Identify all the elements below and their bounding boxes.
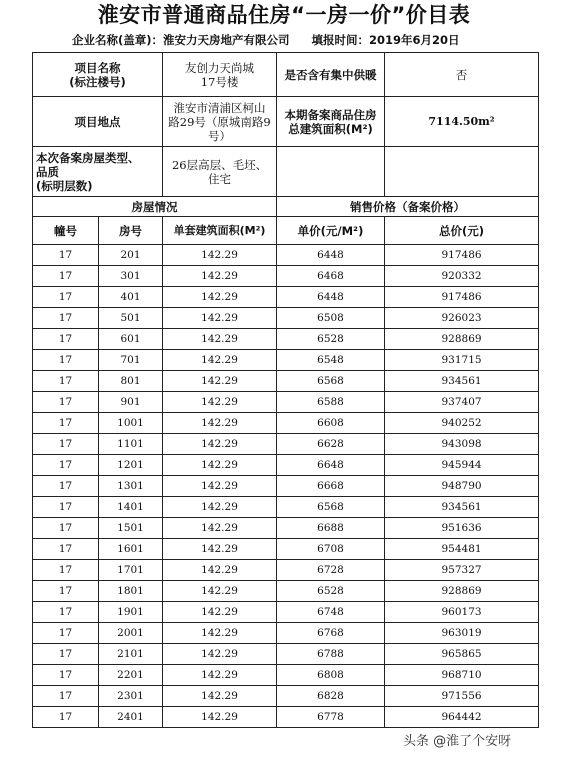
unit-price-cell: 6528 [277, 581, 385, 602]
unit-area-cell: 142.29 [163, 665, 277, 686]
building-number-cell: 17 [33, 539, 99, 560]
unit-area-cell: 142.29 [163, 581, 277, 602]
room-number-cell: 1401 [99, 497, 163, 518]
room-number-cell: 901 [99, 392, 163, 413]
fill-date: 填报时间：2019年6月20日 [311, 33, 460, 47]
total-price-cell: 960173 [385, 602, 539, 623]
total-price-cell: 934561 [385, 497, 539, 518]
table-row [33, 245, 539, 266]
unit-price-cell: 6648 [277, 455, 385, 476]
total-price-cell: 971556 [385, 686, 539, 707]
building-number-cell: 17 [33, 560, 99, 581]
room-number-cell: 801 [99, 371, 163, 392]
unit-price-cell: 6568 [277, 497, 385, 518]
unit-area-cell: 142.29 [163, 308, 277, 329]
unit-price-cell: 6448 [277, 287, 385, 308]
room-number-cell: 401 [99, 287, 163, 308]
house-type-label: 本次备案房屋类型、 品质 (标明层数) [33, 147, 163, 197]
company-name: 企业名称(盖章)：淮安力天房地产有限公司 [72, 33, 290, 47]
total-price-cell: 965865 [385, 644, 539, 665]
total-price-cell: 931715 [385, 350, 539, 371]
table-row [33, 518, 539, 539]
total-area-value: 7114.50m² [385, 97, 539, 147]
table-row [33, 371, 539, 392]
empty-cell [385, 147, 539, 197]
col-header-room: 房号 [99, 217, 163, 245]
total-price-cell: 926023 [385, 308, 539, 329]
building-number-cell: 17 [33, 644, 99, 665]
house-type-value: 26层高层、毛坯、 住宅 [163, 147, 277, 197]
total-price-cell: 917486 [385, 245, 539, 266]
room-number-cell: 1801 [99, 581, 163, 602]
unit-area-cell: 142.29 [163, 245, 277, 266]
room-number-cell: 1301 [99, 476, 163, 497]
unit-area-cell: 142.29 [163, 476, 277, 497]
unit-area-cell: 142.29 [163, 707, 277, 728]
room-number-cell: 2301 [99, 686, 163, 707]
unit-area-cell: 142.29 [163, 287, 277, 308]
building-number-cell: 17 [33, 518, 99, 539]
total-price-cell: 940252 [385, 413, 539, 434]
total-price-cell: 951636 [385, 518, 539, 539]
room-number-cell: 2401 [99, 707, 163, 728]
empty-cell [277, 147, 385, 197]
table-row [33, 539, 539, 560]
table-row [33, 686, 539, 707]
unit-area-cell: 142.29 [163, 602, 277, 623]
unit-price-cell: 6568 [277, 371, 385, 392]
building-number-cell: 17 [33, 455, 99, 476]
unit-price-cell: 6588 [277, 392, 385, 413]
unit-area-cell: 142.29 [163, 560, 277, 581]
unit-price-cell: 6688 [277, 518, 385, 539]
unit-price-cell: 6728 [277, 560, 385, 581]
table-row [33, 413, 539, 434]
room-number-cell: 1701 [99, 560, 163, 581]
building-number-cell: 17 [33, 329, 99, 350]
table-row [33, 476, 539, 497]
building-number-cell: 17 [33, 287, 99, 308]
price-table [32, 52, 539, 728]
total-price-cell: 945944 [385, 455, 539, 476]
building-number-cell: 17 [33, 308, 99, 329]
table-row [33, 602, 539, 623]
table-row [33, 581, 539, 602]
total-price-cell: 948790 [385, 476, 539, 497]
room-number-cell: 1601 [99, 539, 163, 560]
room-number-cell: 1101 [99, 434, 163, 455]
building-number-cell: 17 [33, 602, 99, 623]
room-number-cell: 201 [99, 245, 163, 266]
total-price-cell: 957327 [385, 560, 539, 581]
table-row [33, 560, 539, 581]
table-row [33, 665, 539, 686]
table-row [33, 644, 539, 665]
unit-area-cell: 142.29 [163, 686, 277, 707]
unit-area-cell: 142.29 [163, 413, 277, 434]
room-number-cell: 701 [99, 350, 163, 371]
unit-price-cell: 6828 [277, 686, 385, 707]
building-number-cell: 17 [33, 413, 99, 434]
unit-area-cell: 142.29 [163, 539, 277, 560]
unit-price-cell: 6468 [277, 266, 385, 287]
building-number-cell: 17 [33, 245, 99, 266]
unit-price-cell: 6508 [277, 308, 385, 329]
table-row [33, 392, 539, 413]
watermark: 头条 @淮了个安呀 [400, 732, 514, 752]
building-number-cell: 17 [33, 392, 99, 413]
unit-area-cell: 142.29 [163, 518, 277, 539]
total-area-label: 本期备案商品住房 总建筑面积(M²) [277, 97, 385, 147]
building-number-cell: 17 [33, 665, 99, 686]
unit-area-cell: 142.29 [163, 497, 277, 518]
table-row [33, 455, 539, 476]
unit-price-cell: 6528 [277, 329, 385, 350]
total-price-cell: 943098 [385, 434, 539, 455]
unit-area-cell: 142.29 [163, 392, 277, 413]
building-number-cell: 17 [33, 434, 99, 455]
header-info-line [72, 32, 460, 48]
table-row [33, 434, 539, 455]
col-header-unit-price: 单价(元/M²) [277, 217, 385, 245]
room-number-cell: 1901 [99, 602, 163, 623]
unit-price-cell: 6628 [277, 434, 385, 455]
unit-area-cell: 142.29 [163, 329, 277, 350]
table-row [33, 497, 539, 518]
project-name-value: 友创力天尚城 17号楼 [163, 53, 277, 97]
room-number-cell: 2201 [99, 665, 163, 686]
total-price-cell: 917486 [385, 287, 539, 308]
col-header-total-price: 总价(元) [385, 217, 539, 245]
total-price-cell: 928869 [385, 581, 539, 602]
unit-area-cell: 142.29 [163, 644, 277, 665]
unit-area-cell: 142.29 [163, 434, 277, 455]
unit-price-cell: 6708 [277, 539, 385, 560]
unit-price-cell: 6778 [277, 707, 385, 728]
table-row [33, 287, 539, 308]
total-price-cell: 963019 [385, 623, 539, 644]
unit-area-cell: 142.29 [163, 455, 277, 476]
total-price-cell: 928869 [385, 329, 539, 350]
table-row [33, 707, 539, 728]
heating-label: 是否含有集中供暖 [277, 53, 385, 97]
building-number-cell: 17 [33, 686, 99, 707]
building-number-cell: 17 [33, 266, 99, 287]
room-number-cell: 301 [99, 266, 163, 287]
building-number-cell: 17 [33, 497, 99, 518]
total-price-cell: 920332 [385, 266, 539, 287]
table-row [33, 266, 539, 287]
table-row [33, 329, 539, 350]
unit-price-cell: 6768 [277, 623, 385, 644]
page-title: 淮安市普通商品住房“一房一价”价目表 [97, 3, 471, 27]
unit-area-cell: 142.29 [163, 266, 277, 287]
column-header-row [33, 217, 539, 245]
unit-price-cell: 6788 [277, 644, 385, 665]
building-number-cell: 17 [33, 350, 99, 371]
building-number-cell: 17 [33, 707, 99, 728]
building-number-cell: 17 [33, 623, 99, 644]
unit-price-cell: 6448 [277, 245, 385, 266]
room-number-cell: 601 [99, 329, 163, 350]
total-price-cell: 954481 [385, 539, 539, 560]
total-price-cell: 934561 [385, 371, 539, 392]
table-row [33, 350, 539, 371]
section-house-info: 房屋情况 [33, 197, 277, 217]
unit-area-cell: 142.29 [163, 350, 277, 371]
unit-area-cell: 142.29 [163, 371, 277, 392]
project-name-label: 项目名称 (标注楼号) [33, 53, 163, 97]
table-row [33, 308, 539, 329]
building-number-cell: 17 [33, 581, 99, 602]
total-price-cell: 937407 [385, 392, 539, 413]
building-number-cell: 17 [33, 476, 99, 497]
heating-value: 否 [385, 53, 539, 97]
unit-price-cell: 6548 [277, 350, 385, 371]
room-number-cell: 1201 [99, 455, 163, 476]
unit-price-cell: 6668 [277, 476, 385, 497]
unit-area-cell: 142.29 [163, 623, 277, 644]
total-price-cell: 968710 [385, 665, 539, 686]
room-number-cell: 501 [99, 308, 163, 329]
location-value: 淮安市清浦区柯山 路29号（原城南路9 号） [163, 97, 277, 147]
unit-price-cell: 6808 [277, 665, 385, 686]
col-header-area: 单套建筑面积(M²) [163, 217, 277, 245]
col-header-building: 幢号 [33, 217, 99, 245]
building-number-cell: 17 [33, 371, 99, 392]
table-row [33, 623, 539, 644]
total-price-cell: 964442 [385, 707, 539, 728]
unit-price-cell: 6748 [277, 602, 385, 623]
room-number-cell: 2101 [99, 644, 163, 665]
section-sales-price: 销售价格（备案价格） [277, 197, 539, 217]
room-number-cell: 2001 [99, 623, 163, 644]
location-label: 项目地点 [33, 97, 163, 147]
unit-price-cell: 6608 [277, 413, 385, 434]
room-number-cell: 1501 [99, 518, 163, 539]
room-number-cell: 1001 [99, 413, 163, 434]
